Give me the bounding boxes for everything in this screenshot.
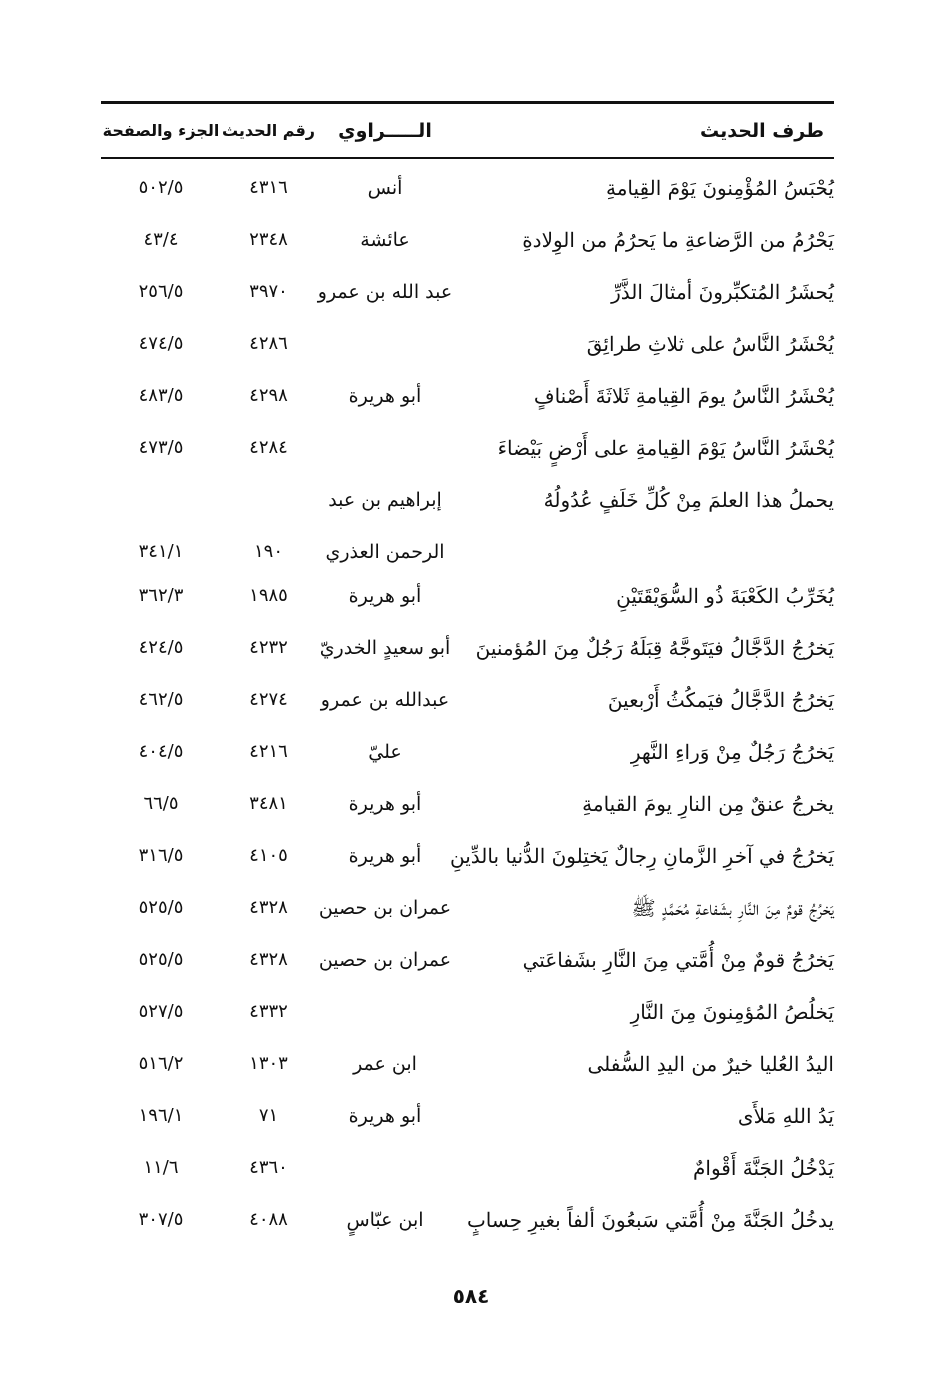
rawi-cell: أنس bbox=[367, 177, 403, 199]
number-cell: ٤٢١٦ bbox=[249, 741, 288, 762]
page-number: ٥٨٤ bbox=[452, 1284, 490, 1308]
hadith-cell: يَحْرُمُ من الرَّضاعةِ ما يَحرُمُ من الوِلادةِ bbox=[522, 228, 834, 252]
reference-cell: ٥٢٧/٥ bbox=[138, 1001, 184, 1022]
hadith-cell: يدخُلُ الجَنَّةَ مِنْ أُمَّتي سَبعُونَ ألفاً بغيرِ حِسابٍ bbox=[466, 1208, 834, 1232]
table-row bbox=[101, 726, 834, 778]
reference-cell: ٢٥٦/٥ bbox=[138, 281, 184, 302]
table-row bbox=[101, 674, 834, 726]
table-row bbox=[101, 162, 834, 214]
reference-cell: ٣٤١/١ bbox=[138, 541, 184, 562]
table-row-multiline bbox=[101, 474, 834, 578]
rawi-cell bbox=[316, 422, 454, 474]
table-row bbox=[101, 318, 834, 370]
number-cell: ٢٣٤٨ bbox=[249, 229, 288, 250]
hadith-cell: يَدُ اللهِ مَلأَى bbox=[737, 1104, 834, 1128]
rawi-cell: أبو هريرة bbox=[348, 845, 422, 867]
table-row bbox=[101, 1090, 834, 1142]
rawi-cell-line1: إبراهيم بن عبد bbox=[328, 489, 442, 511]
number-cell: ١٩٠ bbox=[253, 541, 283, 562]
rawi-cell: عبدالله بن عمرو bbox=[320, 689, 450, 711]
table-header bbox=[101, 108, 834, 154]
rawi-cell: أبو هريرة bbox=[348, 385, 422, 407]
table-row bbox=[101, 1038, 834, 1090]
reference-cell: ٥٢٥/٥ bbox=[138, 949, 184, 970]
number-cell: ١٩٨٥ bbox=[249, 585, 288, 606]
table-row bbox=[101, 778, 834, 830]
number-cell: ٧١ bbox=[258, 1105, 279, 1126]
rawi-cell-line2: الرحمن العذري bbox=[325, 541, 445, 563]
rawi-cell bbox=[316, 1142, 454, 1194]
hadith-cell: يُحشَرُ المُتكبِّرونَ أمثالَ الذَّرِّ bbox=[611, 280, 834, 304]
reference-cell: ٣٦٢/٣ bbox=[138, 585, 184, 606]
reference-cell: ٤٠٤/٥ bbox=[138, 741, 184, 762]
hadith-cell: يَخرُجُ الدَّجَّالُ فيَمكُثُ أَرْبعينَ bbox=[607, 688, 834, 712]
number-cell: ٤١٠٥ bbox=[249, 845, 288, 866]
reference-cell: ٤٦٢/٥ bbox=[138, 689, 184, 710]
header-reference: الجزء والصفحة bbox=[102, 121, 220, 140]
reference-cell: ٥٠٢/٥ bbox=[138, 177, 184, 198]
reference-cell: ٤٣/٤ bbox=[143, 229, 179, 250]
number-cell: ٤٣١٦ bbox=[249, 177, 288, 198]
rawi-cell: أبو سعيدٍ الخدريّ bbox=[319, 637, 451, 659]
hadith-cell: يُحْبَسُ المُؤْمِنونَ يَوْمَ القِيامةِ bbox=[605, 176, 834, 200]
table-row bbox=[101, 1194, 834, 1246]
rawi-cell bbox=[316, 986, 454, 1038]
reference-cell: ٤٨٣/٥ bbox=[138, 385, 184, 406]
number-cell: ١٣٠٣ bbox=[249, 1053, 288, 1074]
reference-cell: ٤٢٤/٥ bbox=[138, 637, 184, 658]
reference-cell: ٤٧٣/٥ bbox=[138, 437, 184, 458]
number-cell: ٤٣٣٢ bbox=[249, 1001, 288, 1022]
table-row bbox=[101, 570, 834, 622]
reference-cell: ٣١٦/٥ bbox=[138, 845, 184, 866]
hadith-cell: يَخرُجُ قومٌ مِنْ أُمَّتي مِنَ النَّارِ بشَفاعَتي bbox=[522, 948, 834, 972]
hadith-cell: اليدُ العُليا خيرٌ من اليدِ السُّفلى bbox=[587, 1052, 834, 1076]
number-cell: ٤٠٨٨ bbox=[249, 1209, 288, 1230]
reference-cell: ١٩٦/١ bbox=[138, 1105, 184, 1126]
header-rawi: الـــــراوي bbox=[338, 120, 432, 142]
reference-cell: ٦٦/٥ bbox=[143, 793, 179, 814]
header-hadith: طرف الحديث bbox=[700, 120, 824, 142]
hadith-cell: يحملُ هذا العلمَ مِنْ كُلِّ خَلَفٍ عُدُولُهُ bbox=[543, 488, 834, 512]
hadith-cell: يخرجُ عنقٌ مِن النارِ يومَ القيامةِ bbox=[582, 792, 834, 816]
rawi-cell: عمران بن حصين bbox=[318, 897, 452, 919]
table-row bbox=[101, 214, 834, 266]
hadith-cell: يَخرُجُ في آخرِ الزَّمانِ رِجالٌ يَختِلونَ الدُّنيا بالدِّينِ bbox=[450, 844, 834, 868]
rawi-cell: عبد الله بن عمرو bbox=[317, 281, 453, 303]
table-row bbox=[101, 1142, 834, 1194]
rawi-cell: عائشة bbox=[360, 229, 410, 251]
number-cell: ٤٢٣٢ bbox=[249, 637, 288, 658]
rawi-cell: عليّ bbox=[368, 741, 402, 763]
number-cell: ٤٣٢٨ bbox=[249, 949, 288, 970]
hadith-cell: يَخلُصُ المُؤمِنونَ مِنَ النَّارِ bbox=[630, 1000, 834, 1024]
hadith-cell: يَدْخُلُ الجَنَّةَ أَقْوامٌ bbox=[693, 1156, 834, 1180]
reference-cell: ٥٢٥/٥ bbox=[138, 897, 184, 918]
table-row bbox=[101, 622, 834, 674]
rawi-cell: أبو هريرة bbox=[348, 1105, 422, 1127]
hadith-cell: يُحْشَرُ النَّاسُ يَوْمَ القِيامةِ على أَرْضٍ بَيْضاءَ bbox=[497, 436, 834, 460]
reference-cell: ٣٠٧/٥ bbox=[138, 1209, 184, 1230]
hadith-cell: يُحْشَرُ النَّاسُ يومَ القِيامةِ ثَلاثَةَ أَصْنافٍ bbox=[533, 384, 834, 408]
header-rule bbox=[101, 157, 834, 159]
number-cell: ٤٣٢٨ bbox=[249, 897, 288, 918]
rawi-cell: أبو هريرة bbox=[348, 585, 422, 607]
reference-cell: ٤٧٤/٥ bbox=[138, 333, 184, 354]
table-row bbox=[101, 934, 834, 986]
hadith-cell: يُحْشَرُ النَّاسُ على ثلاثِ طرائِقَ bbox=[586, 332, 834, 356]
table-row bbox=[101, 986, 834, 1038]
number-cell: ٤٣٦٠ bbox=[249, 1157, 288, 1178]
hadith-cell: يَخرُجُ رَجُلٌ مِنْ وَراءِ النَّهرِ bbox=[630, 740, 834, 764]
rawi-cell: ابن عبّاسٍ bbox=[346, 1209, 424, 1231]
table-row bbox=[101, 830, 834, 882]
number-cell: ٣٤٨١ bbox=[249, 793, 288, 814]
hadith-cell: يَخرُجُ قومٌ مِنَ النَّارِ بشَفاعةِ مُحَمَّدٍ ﷺ bbox=[631, 896, 834, 920]
header-number: رقم الحديث bbox=[221, 121, 315, 140]
number-cell: ٤٢٨٤ bbox=[249, 437, 288, 458]
rawi-cell: أبو هريرة bbox=[348, 793, 422, 815]
table-row bbox=[101, 266, 834, 318]
table-row bbox=[101, 882, 834, 934]
number-cell: ٤٢٧٤ bbox=[249, 689, 288, 710]
table-row bbox=[101, 422, 834, 474]
number-cell: ٣٩٧٠ bbox=[249, 281, 288, 302]
reference-cell: ٥١٦/٢ bbox=[138, 1053, 184, 1074]
top-rule bbox=[101, 101, 834, 104]
rawi-cell: عمران بن حصين bbox=[318, 949, 452, 971]
rawi-cell: ابن عمر bbox=[353, 1053, 417, 1075]
table-row bbox=[101, 370, 834, 422]
number-cell: ٤٢٩٨ bbox=[249, 385, 288, 406]
hadith-cell: يُخَرِّبُ الكَعْبَةَ ذُو السُّوَيْقَتَيْنِ bbox=[616, 584, 834, 608]
reference-cell: ١١/٦ bbox=[143, 1157, 179, 1178]
rawi-cell bbox=[316, 318, 454, 370]
number-cell: ٤٢٨٦ bbox=[249, 333, 288, 354]
hadith-cell: يَخرُجُ الدَّجَّالُ فيَتَوجَّهُ قِبَلَهُ رَجُلٌ مِنَ المُؤمنينَ bbox=[475, 636, 834, 660]
